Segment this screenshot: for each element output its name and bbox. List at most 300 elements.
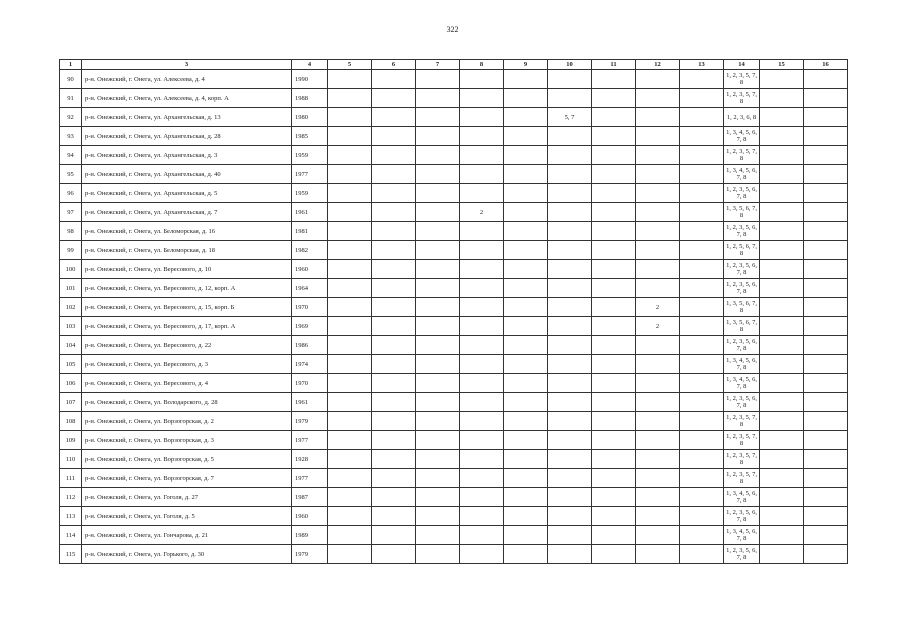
row-number-cell: 98 xyxy=(60,222,82,241)
col7-cell xyxy=(416,545,460,564)
row-number-cell: 102 xyxy=(60,298,82,317)
address-cell: р-н. Онежский, г. Онега, ул. Ворзогорская, д. 3 xyxy=(82,431,292,450)
address-cell: р-н. Онежский, г. Онега, ул. Алексеева, д. 4, корп. А xyxy=(82,89,292,108)
col13-cell xyxy=(680,488,724,507)
address-cell: р-н. Онежский, г. Онега, ул. Ворзогорская, д. 5 xyxy=(82,450,292,469)
col7-cell xyxy=(416,374,460,393)
column-header: 3 xyxy=(82,60,292,70)
col5-cell xyxy=(328,89,372,108)
col13-cell xyxy=(680,184,724,203)
col15-cell xyxy=(760,317,804,336)
row-number-cell: 109 xyxy=(60,431,82,450)
column-header: 4 xyxy=(292,60,328,70)
col6-cell xyxy=(372,507,416,526)
year-cell: 1964 xyxy=(292,279,328,298)
col6-cell xyxy=(372,89,416,108)
col10-cell xyxy=(548,431,592,450)
col7-cell xyxy=(416,260,460,279)
col16-cell xyxy=(804,488,848,507)
col13-cell xyxy=(680,355,724,374)
col10-cell xyxy=(548,355,592,374)
col8-cell xyxy=(460,450,504,469)
col12-cell xyxy=(636,507,680,526)
col14-cell: 1, 3, 5, 6, 7, 8 xyxy=(724,298,760,317)
col13-cell xyxy=(680,374,724,393)
col7-cell xyxy=(416,146,460,165)
col6-cell xyxy=(372,108,416,127)
column-header: 11 xyxy=(592,60,636,70)
col6-cell xyxy=(372,393,416,412)
address-cell: р-н. Онежский, г. Онега, ул. Володарского, д. 28 xyxy=(82,393,292,412)
page-number: 322 xyxy=(446,25,459,34)
address-cell: р-н. Онежский, г. Онега, ул. Беломорская, д. 16 xyxy=(82,222,292,241)
col10-cell xyxy=(548,298,592,317)
row-number-cell: 100 xyxy=(60,260,82,279)
col9-cell xyxy=(504,165,548,184)
year-cell: 1928 xyxy=(292,450,328,469)
col14-cell: 1, 3, 4, 5, 6, 7, 8 xyxy=(724,127,760,146)
row-number-cell: 108 xyxy=(60,412,82,431)
row-number-cell: 107 xyxy=(60,393,82,412)
table-row xyxy=(60,431,848,450)
col16-cell xyxy=(804,545,848,564)
col9-cell xyxy=(504,89,548,108)
col9-cell xyxy=(504,450,548,469)
row-number-cell: 92 xyxy=(60,108,82,127)
table-row xyxy=(60,450,848,469)
col12-cell: 2 xyxy=(636,298,680,317)
col13-cell xyxy=(680,165,724,184)
col8-cell xyxy=(460,412,504,431)
col9-cell xyxy=(504,355,548,374)
col8-cell xyxy=(460,545,504,564)
col9-cell xyxy=(504,184,548,203)
col14-cell: 1, 2, 3, 5, 6, 7, 8 xyxy=(724,184,760,203)
col8-cell xyxy=(460,184,504,203)
col13-cell xyxy=(680,336,724,355)
row-number-cell: 94 xyxy=(60,146,82,165)
col16-cell xyxy=(804,450,848,469)
col16-cell xyxy=(804,469,848,488)
col12-cell xyxy=(636,336,680,355)
row-number-cell: 110 xyxy=(60,450,82,469)
col8-cell xyxy=(460,108,504,127)
col11-cell xyxy=(592,241,636,260)
col13-cell xyxy=(680,393,724,412)
table-row xyxy=(60,146,848,165)
table-row xyxy=(60,412,848,431)
col5-cell xyxy=(328,393,372,412)
col11-cell xyxy=(592,374,636,393)
table-row xyxy=(60,165,848,184)
col15-cell xyxy=(760,526,804,545)
col5-cell xyxy=(328,260,372,279)
col8-cell xyxy=(460,431,504,450)
col8-cell xyxy=(460,298,504,317)
col15-cell xyxy=(760,488,804,507)
col6-cell xyxy=(372,127,416,146)
column-header: 12 xyxy=(636,60,680,70)
col16-cell xyxy=(804,298,848,317)
col16-cell xyxy=(804,146,848,165)
col6-cell xyxy=(372,317,416,336)
col15-cell xyxy=(760,507,804,526)
year-cell: 1961 xyxy=(292,393,328,412)
col5-cell xyxy=(328,108,372,127)
col10-cell xyxy=(548,203,592,222)
col8-cell xyxy=(460,165,504,184)
col5-cell xyxy=(328,70,372,89)
col15-cell xyxy=(760,146,804,165)
address-cell: р-н. Онежский, г. Онега, ул. Вересового, д. 3 xyxy=(82,355,292,374)
col13-cell xyxy=(680,222,724,241)
table-row xyxy=(60,279,848,298)
col14-cell: 1, 3, 4, 5, 6, 7, 8 xyxy=(724,165,760,184)
col7-cell xyxy=(416,279,460,298)
address-cell: р-н. Онежский, г. Онега, ул. Вересового, д. 22 xyxy=(82,336,292,355)
col7-cell xyxy=(416,450,460,469)
col8-cell xyxy=(460,279,504,298)
col16-cell xyxy=(804,374,848,393)
year-cell: 1980 xyxy=(292,108,328,127)
col16-cell xyxy=(804,393,848,412)
row-number-cell: 95 xyxy=(60,165,82,184)
col5-cell xyxy=(328,336,372,355)
year-cell: 1970 xyxy=(292,298,328,317)
col9-cell xyxy=(504,507,548,526)
col16-cell xyxy=(804,70,848,89)
col13-cell xyxy=(680,146,724,165)
col7-cell xyxy=(416,355,460,374)
col16-cell xyxy=(804,507,848,526)
col10-cell xyxy=(548,469,592,488)
col9-cell xyxy=(504,488,548,507)
col13-cell xyxy=(680,317,724,336)
col11-cell xyxy=(592,222,636,241)
col14-cell: 1, 2, 3, 5, 7, 8 xyxy=(724,70,760,89)
col7-cell xyxy=(416,317,460,336)
col9-cell xyxy=(504,127,548,146)
col12-cell xyxy=(636,203,680,222)
col10-cell xyxy=(548,184,592,203)
col13-cell xyxy=(680,450,724,469)
col8-cell xyxy=(460,89,504,108)
col10-cell xyxy=(548,127,592,146)
col12-cell xyxy=(636,431,680,450)
col9-cell xyxy=(504,241,548,260)
table-row xyxy=(60,184,848,203)
col11-cell xyxy=(592,507,636,526)
col12-cell xyxy=(636,165,680,184)
col15-cell xyxy=(760,431,804,450)
row-number-cell: 114 xyxy=(60,526,82,545)
row-number-cell: 101 xyxy=(60,279,82,298)
col7-cell xyxy=(416,241,460,260)
column-header: 6 xyxy=(372,60,416,70)
col13-cell xyxy=(680,89,724,108)
col8-cell xyxy=(460,374,504,393)
col12-cell xyxy=(636,241,680,260)
column-header: 9 xyxy=(504,60,548,70)
col6-cell xyxy=(372,222,416,241)
col9-cell xyxy=(504,469,548,488)
col7-cell xyxy=(416,469,460,488)
table-row xyxy=(60,127,848,146)
col14-cell: 1, 2, 3, 5, 7, 8 xyxy=(724,89,760,108)
table-row xyxy=(60,507,848,526)
row-number-cell: 99 xyxy=(60,241,82,260)
address-cell: р-н. Онежский, г. Онега, ул. Архангельская, д. 5 xyxy=(82,184,292,203)
col6-cell xyxy=(372,545,416,564)
col7-cell xyxy=(416,108,460,127)
col6-cell xyxy=(372,70,416,89)
col8-cell xyxy=(460,260,504,279)
table-row xyxy=(60,393,848,412)
col13-cell xyxy=(680,108,724,127)
col14-cell: 1, 3, 5, 6, 7, 8 xyxy=(724,203,760,222)
row-number-cell: 90 xyxy=(60,70,82,89)
column-header: 5 xyxy=(328,60,372,70)
col5-cell xyxy=(328,146,372,165)
col13-cell xyxy=(680,260,724,279)
col15-cell xyxy=(760,355,804,374)
col8-cell xyxy=(460,317,504,336)
row-number-cell: 104 xyxy=(60,336,82,355)
col11-cell xyxy=(592,70,636,89)
col6-cell xyxy=(372,146,416,165)
col7-cell xyxy=(416,431,460,450)
col7-cell xyxy=(416,127,460,146)
col16-cell xyxy=(804,203,848,222)
col12-cell xyxy=(636,279,680,298)
table-row xyxy=(60,488,848,507)
col13-cell xyxy=(680,127,724,146)
table-row xyxy=(60,336,848,355)
address-cell: р-н. Онежский, г. Онега, ул. Архангельская, д. 28 xyxy=(82,127,292,146)
col6-cell xyxy=(372,450,416,469)
col15-cell xyxy=(760,450,804,469)
col14-cell: 1, 2, 3, 5, 7, 8 xyxy=(724,450,760,469)
col12-cell xyxy=(636,260,680,279)
col10-cell xyxy=(548,488,592,507)
col15-cell xyxy=(760,184,804,203)
col14-cell: 1, 3, 4, 5, 6, 7, 8 xyxy=(724,374,760,393)
col8-cell xyxy=(460,241,504,260)
col14-cell: 1, 2, 3, 5, 6, 7, 8 xyxy=(724,393,760,412)
col9-cell xyxy=(504,108,548,127)
column-header: 16 xyxy=(804,60,848,70)
col13-cell xyxy=(680,507,724,526)
col10-cell xyxy=(548,165,592,184)
col5-cell xyxy=(328,317,372,336)
table-row xyxy=(60,526,848,545)
address-cell: р-н. Онежский, г. Онега, ул. Вересового, д. 12, корп. А xyxy=(82,279,292,298)
col14-cell: 1, 2, 3, 5, 7, 8 xyxy=(724,146,760,165)
col14-cell: 1, 3, 4, 5, 6, 7, 8 xyxy=(724,355,760,374)
col13-cell xyxy=(680,526,724,545)
col11-cell xyxy=(592,108,636,127)
year-cell: 1977 xyxy=(292,431,328,450)
year-cell: 1990 xyxy=(292,70,328,89)
col7-cell xyxy=(416,70,460,89)
col12-cell xyxy=(636,545,680,564)
col10-cell xyxy=(548,507,592,526)
col11-cell xyxy=(592,545,636,564)
col13-cell xyxy=(680,241,724,260)
col5-cell xyxy=(328,279,372,298)
col11-cell xyxy=(592,317,636,336)
row-number-cell: 91 xyxy=(60,89,82,108)
col5-cell xyxy=(328,412,372,431)
col15-cell xyxy=(760,165,804,184)
col15-cell xyxy=(760,70,804,89)
col11-cell xyxy=(592,279,636,298)
col8-cell xyxy=(460,222,504,241)
address-cell: р-н. Онежский, г. Онега, ул. Вересового, д. 15, корп. Б xyxy=(82,298,292,317)
col14-cell: 1, 2, 5, 6, 7, 8 xyxy=(724,241,760,260)
col14-cell: 1, 2, 3, 6, 8 xyxy=(724,108,760,127)
col16-cell xyxy=(804,355,848,374)
col7-cell xyxy=(416,412,460,431)
col8-cell xyxy=(460,507,504,526)
table-row xyxy=(60,317,848,336)
col11-cell xyxy=(592,203,636,222)
col6-cell xyxy=(372,298,416,317)
col6-cell xyxy=(372,526,416,545)
column-header: 15 xyxy=(760,60,804,70)
col7-cell xyxy=(416,203,460,222)
col6-cell xyxy=(372,412,416,431)
col11-cell xyxy=(592,165,636,184)
col9-cell xyxy=(504,317,548,336)
year-cell: 1985 xyxy=(292,127,328,146)
col11-cell xyxy=(592,393,636,412)
col14-cell: 1, 2, 3, 5, 6, 7, 8 xyxy=(724,222,760,241)
col9-cell xyxy=(504,260,548,279)
address-cell: р-н. Онежский, г. Онега, ул. Гоголя, д. 5 xyxy=(82,507,292,526)
col5-cell xyxy=(328,431,372,450)
col8-cell xyxy=(460,526,504,545)
year-cell: 1969 xyxy=(292,317,328,336)
col15-cell xyxy=(760,545,804,564)
col6-cell xyxy=(372,431,416,450)
col8-cell xyxy=(460,355,504,374)
col9-cell xyxy=(504,336,548,355)
col13-cell xyxy=(680,203,724,222)
col16-cell xyxy=(804,108,848,127)
col6-cell xyxy=(372,165,416,184)
col14-cell: 1, 2, 3, 5, 6, 7, 8 xyxy=(724,336,760,355)
col10-cell xyxy=(548,146,592,165)
col8-cell xyxy=(460,393,504,412)
col12-cell xyxy=(636,108,680,127)
col5-cell xyxy=(328,374,372,393)
col8-cell xyxy=(460,469,504,488)
col9-cell xyxy=(504,146,548,165)
address-cell: р-н. Онежский, г. Онега, ул. Архангельская, д. 3 xyxy=(82,146,292,165)
col16-cell xyxy=(804,526,848,545)
col9-cell xyxy=(504,412,548,431)
col13-cell xyxy=(680,545,724,564)
address-cell: р-н. Онежский, г. Онега, ул. Архангельская, д. 40 xyxy=(82,165,292,184)
col5-cell xyxy=(328,507,372,526)
col16-cell xyxy=(804,241,848,260)
col15-cell xyxy=(760,279,804,298)
col9-cell xyxy=(504,431,548,450)
col8-cell xyxy=(460,70,504,89)
column-header: 8 xyxy=(460,60,504,70)
col5-cell xyxy=(328,469,372,488)
row-number-cell: 111 xyxy=(60,469,82,488)
col9-cell xyxy=(504,203,548,222)
row-number-cell: 115 xyxy=(60,545,82,564)
col15-cell xyxy=(760,108,804,127)
col12-cell xyxy=(636,222,680,241)
col5-cell xyxy=(328,203,372,222)
year-cell: 1959 xyxy=(292,184,328,203)
col12-cell xyxy=(636,488,680,507)
year-cell: 1988 xyxy=(292,89,328,108)
address-cell: р-н. Онежский, г. Онега, ул. Архангельская, д. 7 xyxy=(82,203,292,222)
col7-cell xyxy=(416,526,460,545)
column-header: 7 xyxy=(416,60,460,70)
col15-cell xyxy=(760,241,804,260)
table-row xyxy=(60,70,848,89)
column-header: 14 xyxy=(724,60,760,70)
address-cell: р-н. Онежский, г. Онега, ул. Горького, д. 30 xyxy=(82,545,292,564)
col10-cell xyxy=(548,222,592,241)
col10-cell xyxy=(548,260,592,279)
col10-cell xyxy=(548,70,592,89)
col5-cell xyxy=(328,222,372,241)
col7-cell xyxy=(416,336,460,355)
table-row xyxy=(60,469,848,488)
col12-cell xyxy=(636,450,680,469)
col6-cell xyxy=(372,241,416,260)
col16-cell xyxy=(804,184,848,203)
col11-cell xyxy=(592,127,636,146)
year-cell: 1987 xyxy=(292,488,328,507)
data-table xyxy=(59,59,848,564)
col14-cell: 1, 3, 5, 6, 7, 8 xyxy=(724,317,760,336)
table-row xyxy=(60,203,848,222)
col11-cell xyxy=(592,431,636,450)
address-cell: р-н. Онежский, г. Онега, ул. Ворзогорская, д. 2 xyxy=(82,412,292,431)
address-cell: р-н. Онежский, г. Онега, ул. Вересового, д. 10 xyxy=(82,260,292,279)
col14-cell: 1, 2, 3, 5, 7, 8 xyxy=(724,431,760,450)
col10-cell xyxy=(548,450,592,469)
table-row xyxy=(60,355,848,374)
col13-cell xyxy=(680,469,724,488)
table-row xyxy=(60,545,848,564)
col6-cell xyxy=(372,279,416,298)
col8-cell xyxy=(460,146,504,165)
col5-cell xyxy=(328,450,372,469)
col10-cell xyxy=(548,317,592,336)
col8-cell: 2 xyxy=(460,203,504,222)
col8-cell xyxy=(460,127,504,146)
col6-cell xyxy=(372,336,416,355)
col11-cell xyxy=(592,469,636,488)
col5-cell xyxy=(328,355,372,374)
col10-cell xyxy=(548,412,592,431)
row-number-cell: 103 xyxy=(60,317,82,336)
col6-cell xyxy=(372,488,416,507)
col6-cell xyxy=(372,374,416,393)
col7-cell xyxy=(416,393,460,412)
col10-cell xyxy=(548,526,592,545)
col9-cell xyxy=(504,279,548,298)
